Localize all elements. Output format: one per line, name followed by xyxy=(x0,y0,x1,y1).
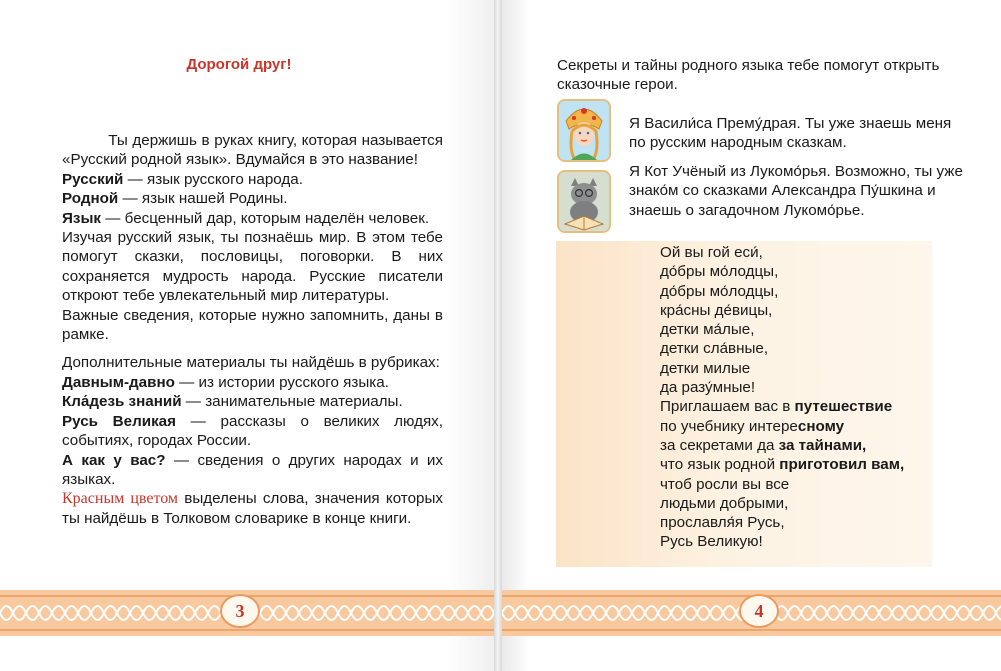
definition-native: Родной — язык нашей Родины. xyxy=(62,190,288,208)
poem-line: за секретами да за тайнами, xyxy=(660,436,867,454)
poem-line: прославля́я Русь, xyxy=(660,514,785,532)
poem-line: чтоб росли вы все xyxy=(660,475,790,493)
rubric-how-about-you: А как у вас? — сведения о других народах и их языках. xyxy=(62,451,444,488)
paragraph-intro: Ты держишь в руках книгу, которая называется «Русский родной язык». Вдумайся в это название! xyxy=(62,132,443,169)
rubric-great-rus: Русь Великая — рассказы о великих людях, событиях, городах России. xyxy=(62,412,443,450)
rubric-knowledge-well: Кла́дезь знаний — занимательные материалы. xyxy=(62,393,403,411)
scholar-cat-portrait-icon xyxy=(557,170,611,233)
term-russian: Русский xyxy=(62,170,124,188)
poem-line: Ой вы гой еси́, xyxy=(660,244,763,261)
term-language: Язык xyxy=(62,209,102,227)
paragraph-frame: Важные сведения, которые нужно запомнить, даны в рамке. xyxy=(62,306,443,344)
paragraph-learning: Изучая русский язык, ты познаёшь мир. В этом тебе помогут сказки, пословицы, поговорки. В них сохраняется мудрость народа. Русские писатели откроют тебе увлекательный мир литературы. xyxy=(62,229,443,305)
poem-line: да разу́мные! xyxy=(660,379,756,397)
hero-vasilisa-text: Я Васили́са Прему́драя. Ты уже знаешь меня по русским народным сказкам. xyxy=(629,115,952,152)
term-native: Родной xyxy=(62,190,119,208)
poem-line: по учебнику интересному xyxy=(660,417,845,435)
left-page-body xyxy=(62,131,443,528)
paragraph-rubrics: Дополнительные материалы ты найдёшь в рубриках: xyxy=(62,354,440,372)
definition-russian: Русский — язык русского народа. xyxy=(62,170,303,188)
book-gutter xyxy=(494,0,502,671)
hero-cat-text: Я Кот Учёный из Лукомо́рья. Возможно, ты уже знако́м со сказками Александра Пу́шкина и знаешь о загадочном Лукомо́рье. xyxy=(629,163,963,219)
page-title: Дорогой друг! xyxy=(186,56,292,73)
vasilisa-portrait-icon xyxy=(557,99,611,162)
page-number-right: 4 xyxy=(739,594,779,628)
poem-line: до́бры мо́лодцы, xyxy=(660,263,779,281)
poem-line: детки милые xyxy=(660,359,751,377)
poem-line: до́бры мо́лодцы, xyxy=(660,282,779,300)
poem-line: людьми добрыми, xyxy=(660,494,789,512)
rubric-long-ago: Давным-давно — из истории русского языка. xyxy=(62,373,389,391)
poem-line: кра́сны де́вицы, xyxy=(660,301,773,319)
red-highlight-text: Красным цветом xyxy=(62,490,179,508)
poem xyxy=(660,243,940,552)
page-number-left: 3 xyxy=(220,594,260,628)
definition-language: Язык — бесценный дар, которым наделён человек. xyxy=(62,209,430,227)
poem-line: детки ма́лые, xyxy=(660,321,755,339)
poem-line: детки сла́вные, xyxy=(660,340,769,358)
poem-line: Приглашаем вас в путешествие xyxy=(660,398,893,416)
paragraph-red-words: Красным цветом выделены слова, значения которых ты найдёшь в Толковом словарике в конце книги. xyxy=(62,490,443,527)
poem-line: что язык родной приготовил вам, xyxy=(660,456,905,474)
right-page-intro: Секреты и тайны родного языка тебе помогут открыть сказочные герои. xyxy=(557,57,940,94)
poem-line: Русь Великую! xyxy=(660,533,763,551)
